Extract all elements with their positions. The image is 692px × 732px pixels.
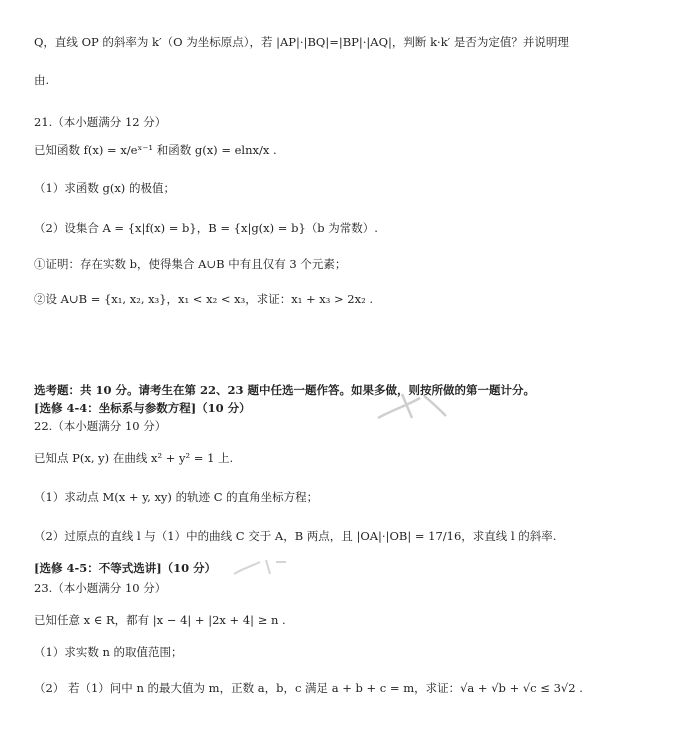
problem-23-header: 23.（本小题满分 10 分） <box>34 581 167 595</box>
watermark-stroke-1 <box>372 388 452 424</box>
problem-23-stem: 已知任意 x ∈ R，都有 |x − 4| + |2x + 4| ≥ n . <box>34 613 286 627</box>
problem-21-header: 21.（本小题满分 12 分） <box>34 115 167 129</box>
problem-23-part-1: （1）求实数 n 的取值范围； <box>34 645 183 659</box>
problem-22-header: 22.（本小题满分 10 分） <box>34 419 167 433</box>
problem-21-part-1: （1）求函数 g(x) 的极值； <box>34 181 175 195</box>
watermark-stroke-2 <box>230 556 290 580</box>
problem-21-part-2-1: ①证明：存在实数 b，使得集合 A∪B 中有且仅有 3 个元素； <box>34 257 347 271</box>
elective-4-5-header: [选修 4-5：不等式选讲]（10 分） <box>34 561 217 575</box>
text-line-2: 由. <box>34 73 50 87</box>
problem-21-part-2-2: ②设 A∪B = {x₁, x₂, x₃}，x₁ < x₂ < x₃，求证：x₁ + x₃ > 2x₂ . <box>34 292 374 306</box>
elective-instruction: 选考题：共 10 分。请考生在第 22、23 题中任选一题作答。如果多做，则按所做的第一题计分。 <box>34 383 536 397</box>
problem-22-part-1: （1）求动点 M(x + y, xy) 的轨迹 C 的直角坐标方程； <box>34 490 319 504</box>
text-line-1: Q，直线 OP 的斜率为 k′（O 为坐标原点），若 |AP|·|BQ|=|BP|·|AQ|，判断 k·k′ 是否为定值？并说明理 <box>34 35 569 49</box>
problem-21-part-2: （2）设集合 A = {x|f(x) = b}，B = {x|g(x) = b}（b 为常数）. <box>34 221 378 235</box>
problem-21-stem: 已知函数 f(x) = x/eˣ⁻¹ 和函数 g(x) = elnx/x . <box>34 143 277 157</box>
problem-23-part-2: （2） 若（1）问中 n 的最大值为 m，正数 a，b，c 满足 a + b + c = m，求证：√a + √b + √c ≤ 3√2 . <box>34 681 583 695</box>
elective-4-4-header: [选修 4-4：坐标系与参数方程]（10 分） <box>34 401 251 415</box>
problem-22-part-2: （2）过原点的直线 l 与（1）中的曲线 C 交于 A，B 两点，且 |OA|·|OB| = 17/16，求直线 l 的斜率. <box>34 529 557 543</box>
problem-22-stem: 已知点 P(x, y) 在曲线 x² + y² = 1 上. <box>34 451 234 465</box>
